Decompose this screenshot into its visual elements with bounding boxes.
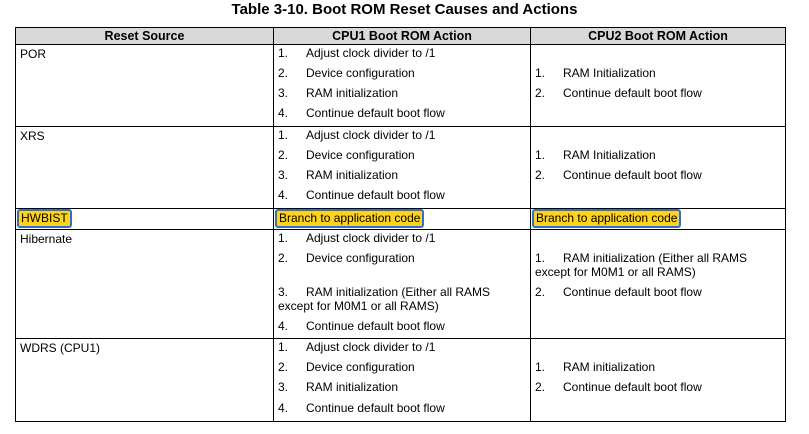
cpu1-action-cell: [274, 127, 531, 209]
step-item: 3. RAM initialization: [278, 86, 399, 100]
reset-source-label: WDRS (CPU1): [20, 341, 100, 355]
step-item: 1. RAM initialization: [535, 360, 656, 374]
step-item: 3. RAM initialization (Either all RAMS except for M0M1 or all RAMS): [278, 285, 491, 313]
table-row-wdrs-cpu1: [16, 339, 786, 422]
step-item: 2. Device configuration: [278, 360, 415, 374]
reset-source-cell: [16, 45, 274, 127]
cpu2-action-cell: [531, 127, 786, 209]
step-item: 4. Continue default boot flow: [278, 188, 445, 202]
table-row-xrs: [16, 127, 786, 209]
header-reset-source: Reset Source: [16, 28, 274, 45]
cpu2-action-cell: [531, 339, 786, 422]
reset-source-cell: [16, 209, 274, 230]
cpu1-action-cell: [274, 209, 531, 230]
table-title: Table 3-10. Boot ROM Reset Causes and Actions: [231, 1, 578, 18]
table-row-hwbist: [16, 209, 786, 230]
step-item: 2. Continue default boot flow: [535, 285, 702, 299]
header-row: [16, 28, 786, 45]
step-item: 1. Adjust clock divider to /1: [278, 46, 436, 60]
step-item: 2. Device configuration: [278, 148, 415, 162]
step-item: 1. RAM Initialization: [535, 66, 656, 80]
cpu1-action-cell: [274, 339, 531, 422]
cpu1-action-cell: [274, 45, 531, 127]
action-text: Branch to application code: [275, 209, 424, 228]
cpu2-action-cell: [531, 45, 786, 127]
step-item: 1. Adjust clock divider to /1: [278, 128, 436, 142]
step-item: 2. Device configuration: [278, 66, 415, 80]
step-item: 4. Continue default boot flow: [278, 401, 445, 415]
reset-source-cell: [16, 127, 274, 209]
cpu1-action-cell: [274, 230, 531, 339]
step-item: 3. RAM initialization: [278, 168, 399, 182]
cpu2-action-cell: [531, 209, 786, 230]
boot-rom-table: [15, 27, 786, 422]
step-item: 3. RAM initialization: [278, 380, 399, 394]
cpu2-action-cell: [531, 230, 786, 339]
step-item: 1. RAM Initialization: [535, 148, 656, 162]
table-row-por: [16, 45, 786, 127]
step-item: 2. Device configuration: [278, 251, 415, 265]
action-text: Branch to application code: [532, 209, 681, 228]
reset-source-label: POR: [20, 47, 47, 61]
header-cpu1-action: CPU1 Boot ROM Action: [274, 28, 531, 45]
reset-source-label: Hibernate: [20, 232, 73, 246]
step-item: 2. Continue default boot flow: [535, 168, 702, 182]
step-item: 2. Continue default boot flow: [535, 380, 702, 394]
step-item: 2. Continue default boot flow: [535, 86, 702, 100]
step-item: 1. Adjust clock divider to /1: [278, 231, 436, 245]
step-item: 4. Continue default boot flow: [278, 319, 445, 333]
reset-source-cell: [16, 339, 274, 422]
step-item: 1. RAM initialization (Either all RAMS except for M0M1 or all RAMS): [535, 251, 748, 279]
reset-source-label: XRS: [20, 129, 45, 143]
reset-source-label: HWBIST: [17, 209, 72, 228]
step-item: 1. Adjust clock divider to /1: [278, 340, 436, 354]
header-cpu2-action: CPU2 Boot ROM Action: [531, 28, 786, 45]
table-row-hibernate: [16, 230, 786, 339]
step-item: 4. Continue default boot flow: [278, 106, 445, 120]
reset-source-cell: [16, 230, 274, 339]
